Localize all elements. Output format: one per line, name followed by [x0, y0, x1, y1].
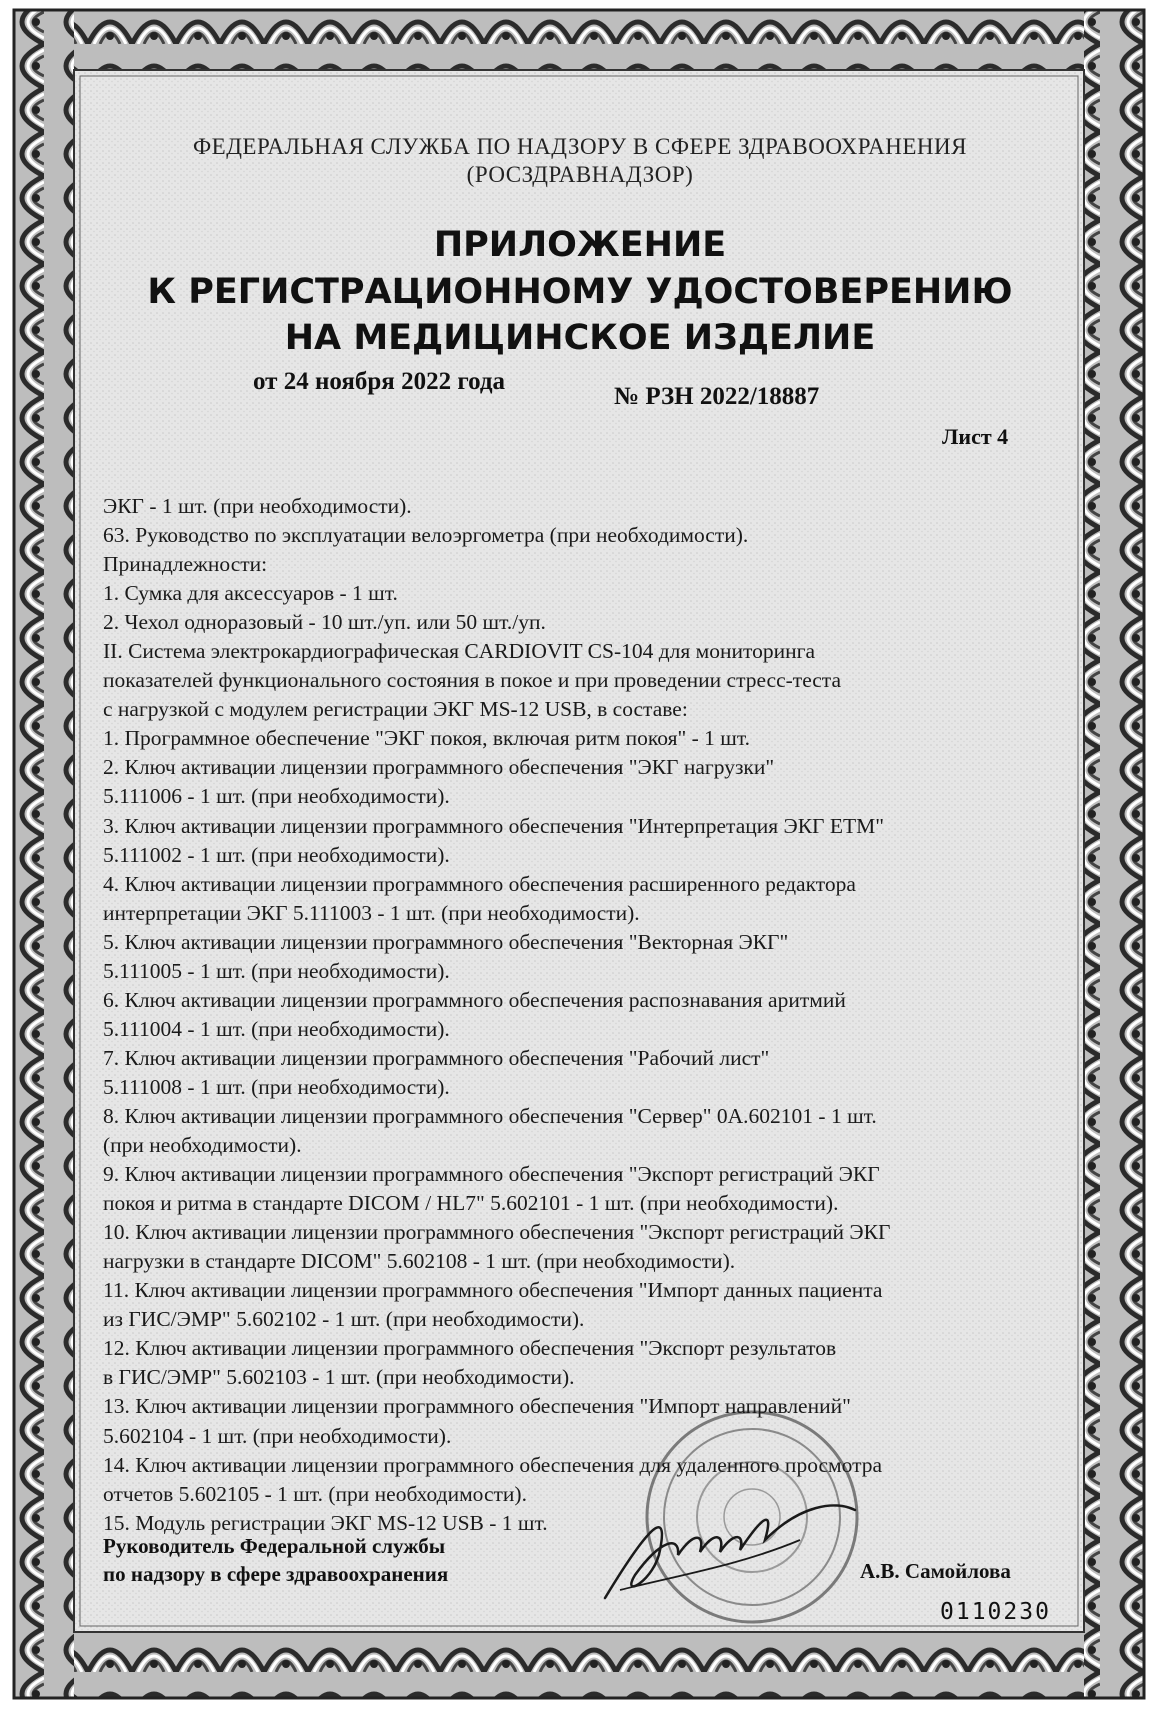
body-line: 11. Ключ активации лицензии программного обеспечения "Импорт данных пациента	[103, 1278, 883, 1303]
body-line: 12. Ключ активации лицензии программного обеспечения "Экспорт результатов	[103, 1336, 837, 1361]
body-line: 9. Ключ активации лицензии программного обеспечения "Экспорт регистраций ЭКГ	[103, 1162, 880, 1187]
body-line: 7. Ключ активации лицензии программного обеспечения "Рабочий лист"	[103, 1045, 770, 1070]
body-line: 5. Ключ активации лицензии программного обеспечения "Векторная ЭКГ"	[103, 929, 789, 954]
body-line: 6. Ключ активации лицензии программного обеспечения распознавания аритмий	[103, 987, 846, 1012]
body-line: 13. Ключ активации лицензии программного обеспечения "Импорт направлений"	[103, 1394, 851, 1419]
body-line: Принадлежности:	[103, 552, 268, 577]
body-line: 5.602104 - 1 шт. (при необходимости).	[103, 1423, 452, 1448]
body-line: с нагрузкой с модулем регистрации ЭКГ MS-12 USB, в составе:	[103, 697, 688, 722]
body-line: 1. Сумка для аксессуаров - 1 шт.	[103, 581, 398, 606]
document-title-line-3: НА МЕДИЦИНСКОЕ ИЗДЕЛИЕ	[284, 318, 876, 358]
body-line: 2. Чехол одноразовый - 10 шт./уп. или 50 шт./уп.	[103, 610, 546, 635]
registration-number: № РЗН 2022/18887	[614, 383, 820, 410]
body-line: II. Система электрокардиографическая CARDIOVIT CS-104 для мониторинга	[103, 639, 816, 664]
position-line-2: по надзору в сфере здравоохранения	[103, 1562, 449, 1586]
body-line: 10. Ключ активации лицензии программного обеспечения "Экспорт регистраций ЭКГ	[103, 1220, 891, 1245]
document-body	[103, 492, 1023, 1538]
body-line: 3. Ключ активации лицензии программного обеспечения "Интерпретация ЭКГ ETM"	[103, 813, 885, 838]
body-line: 63. Руководство по эксплуатации велоэргометра (при необходимости).	[103, 523, 749, 548]
body-line: покоя и ритма в стандарте DICOM / HL7" 5.602101 - 1 шт. (при необходимости).	[103, 1191, 839, 1216]
body-line: 15. Модуль регистрации ЭКГ MS-12 USB - 1 шт.	[103, 1510, 548, 1535]
agency-line-2: (РОСЗДРАВНАДЗОР)	[466, 162, 694, 187]
position-line-1: Руководитель Федеральной службы	[103, 1534, 446, 1558]
body-line: в ГИС/ЭМР" 5.602103 - 1 шт. (при необходимости).	[103, 1365, 575, 1390]
body-line: нагрузки в стандарте DICOM" 5.602108 - 1 шт. (при необходимости).	[103, 1249, 736, 1274]
body-line: 4. Ключ активации лицензии программного обеспечения расширенного редактора	[103, 871, 856, 896]
body-line: 5.111005 - 1 шт. (при необходимости).	[103, 958, 450, 983]
sheet-number: Лист 4	[942, 424, 1009, 449]
agency-name	[100, 133, 1060, 189]
body-line: 2. Ключ активации лицензии программного обеспечения "ЭКГ нагрузки"	[103, 755, 775, 780]
body-line: 8. Ключ активации лицензии программного обеспечения "Сервер" 0A.602101 - 1 шт.	[103, 1103, 877, 1128]
body-line: интерпретации ЭКГ 5.111003 - 1 шт. (при необходимости).	[103, 900, 640, 925]
body-line: 1. Программное обеспечение "ЭКГ покоя, включая ритм покоя" - 1 шт.	[103, 726, 750, 751]
issue-date: от 24 ноября 2022 года	[253, 368, 505, 395]
signatory-name: А.В. Самойлова	[860, 1559, 1011, 1583]
body-line: ЭКГ - 1 шт. (при необходимости).	[103, 494, 412, 518]
body-line: показателей функционального состояния в покое и при проведении стресс-теста	[103, 668, 842, 693]
body-line: (при необходимости).	[103, 1133, 302, 1158]
body-line: 5.111004 - 1 шт. (при необходимости).	[103, 1016, 450, 1041]
body-line: отчетов 5.602105 - 1 шт. (при необходимости).	[103, 1481, 527, 1506]
signatory-position	[103, 1532, 448, 1588]
form-serial-number: 0110230	[940, 1599, 1051, 1625]
body-line: 5.111002 - 1 шт. (при необходимости).	[103, 842, 450, 867]
body-line: 5.111008 - 1 шт. (при необходимости).	[103, 1074, 450, 1099]
body-line: 5.111006 - 1 шт. (при необходимости).	[103, 784, 450, 809]
body-line: из ГИС/ЭМР" 5.602102 - 1 шт. (при необходимости).	[103, 1307, 585, 1332]
body-line: 14. Ключ активации лицензии программного обеспечения для удаленного просмотра	[103, 1452, 883, 1477]
document-title-line-1: ПРИЛОЖЕНИЕ	[433, 225, 727, 265]
agency-line-1: ФЕДЕРАЛЬНАЯ СЛУЖБА ПО НАДЗОРУ В СФЕРЕ ЗДРАВООХРАНЕНИЯ	[193, 134, 967, 159]
document-title-line-2: К РЕГИСТРАЦИОННОМУ УДОСТОВЕРЕНИЮ	[147, 272, 1013, 312]
